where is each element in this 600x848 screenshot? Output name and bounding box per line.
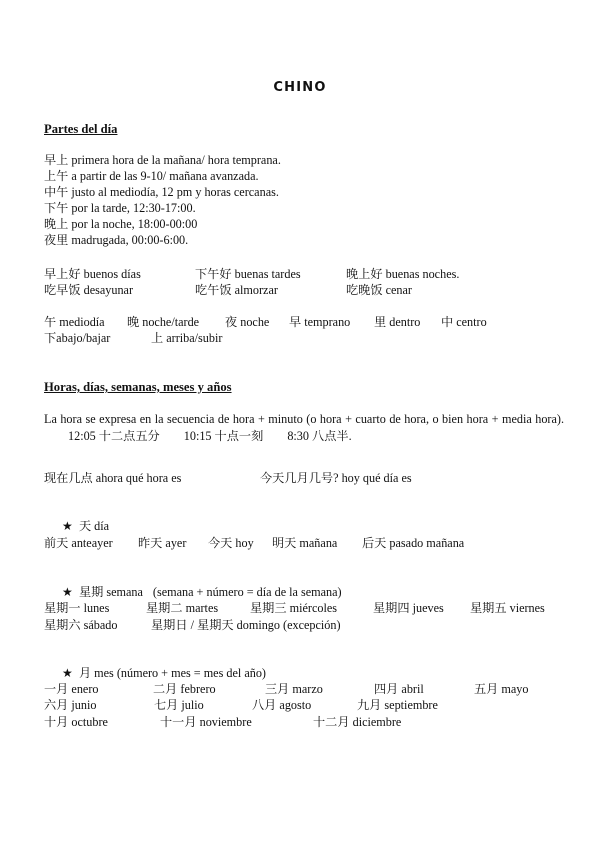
month-item: 十月 octubre — [44, 715, 108, 729]
position-word: 晚 noche/tarde — [127, 315, 200, 329]
day-item: 昨天 ayer — [138, 536, 187, 550]
day-header-text: 天 día — [78, 519, 110, 533]
weekday-item: 星期一 lunes — [44, 601, 110, 615]
weekday-item: 星期六 sábado — [44, 618, 118, 632]
month-item: 二月 febrero — [153, 682, 216, 696]
day-item: 今天 hoy — [208, 536, 254, 550]
weekday-item: 星期日 / 星期天 domingo (excepción) — [151, 618, 341, 632]
day-item: 前天 anteayer — [44, 536, 113, 550]
star-icon: ★ — [62, 519, 73, 533]
time-of-day-line: 晚上 por la noche, 18:00-00:00 — [44, 217, 198, 231]
section-heading-horas: Horas, días, semanas, meses y años — [44, 380, 232, 394]
month-item: 一月 enero — [44, 682, 99, 696]
position-word: 下abajo/bajar — [44, 331, 111, 345]
month-header-text: 月 mes (número + mes = mes del año) — [78, 666, 266, 680]
time-example: 12:05 十二点五分 — [68, 429, 160, 443]
time-of-day-line: 夜里 madrugada, 00:00-6:00. — [44, 233, 189, 247]
time-of-day-line: 中午 justo al mediodía, 12 pm y horas cercanas. — [44, 185, 279, 199]
greeting-item: 早上好 buenos días — [44, 267, 141, 281]
month-item: 六月 junio — [44, 698, 97, 712]
day-item: 后天 pasado mañana — [362, 536, 465, 550]
position-word: 里 dentro — [374, 315, 421, 329]
question-item: 现在几点 ahora qué hora es — [44, 471, 182, 485]
greeting-item: 晚上好 buenas noches. — [346, 267, 460, 281]
day-item: 明天 mañana — [272, 536, 338, 550]
month-item: 八月 agosto — [252, 698, 312, 712]
question-item: 今天几月几号? hoy qué día es — [260, 471, 412, 485]
month-item: 四月 abril — [374, 682, 424, 696]
week-note: (semana + número = día de la semana) — [152, 585, 342, 599]
month-item: 五月 mayo — [474, 682, 529, 696]
day-header — [62, 518, 109, 534]
intro-text: La hora se expresa en la secuencia de hora + minuto (o hora + cuarto de hora, o bien hora + media hora). — [44, 412, 564, 426]
time-example: 10:15 十点一刻 — [183, 429, 264, 443]
time-of-day-line: 上午 a partir de las 9-10/ mañana avanzada. — [44, 169, 259, 183]
weekday-item: 星期四 jueves — [373, 601, 444, 615]
month-item: 三月 marzo — [265, 682, 323, 696]
star-icon: ★ — [62, 585, 73, 599]
greeting-item: 下午好 buenas tardes — [195, 267, 301, 281]
meal-item: 吃早饭 desayunar — [44, 283, 134, 297]
meal-item: 吃午饭 almorzar — [195, 283, 278, 297]
week-header — [62, 584, 342, 600]
intro-paragraph — [44, 411, 564, 445]
week-header-text: 星期 semana — [78, 585, 143, 599]
position-word: 中 centro — [441, 315, 487, 329]
month-item: 七月 julio — [154, 698, 204, 712]
page-title: CHINO — [273, 80, 327, 95]
time-of-day-line: 早上 primera hora de la mañana/ hora temprana. — [44, 153, 281, 167]
month-item: 十二月 diciembre — [313, 715, 402, 729]
position-word: 早 temprano — [289, 315, 351, 329]
star-icon: ★ — [62, 666, 73, 680]
weekday-item: 星期二 martes — [146, 601, 219, 615]
month-item: 十一月 noviembre — [160, 715, 252, 729]
position-word: 上 arriba/subir — [151, 331, 223, 345]
position-word: 夜 noche — [225, 315, 270, 329]
time-example: 8:30 八点半. — [287, 429, 352, 443]
position-word: 午 mediodía — [44, 315, 105, 329]
weekday-item: 星期五 viernes — [470, 601, 545, 615]
time-of-day-line: 下午 por la tarde, 12:30-17:00. — [44, 201, 196, 215]
section-heading-partes-del-dia: Partes del día — [44, 122, 118, 136]
weekday-item: 星期三 miércoles — [250, 601, 337, 615]
month-item: 九月 septiembre — [357, 698, 438, 712]
month-header — [62, 665, 266, 681]
meal-item: 吃晚饭 cenar — [346, 283, 412, 297]
